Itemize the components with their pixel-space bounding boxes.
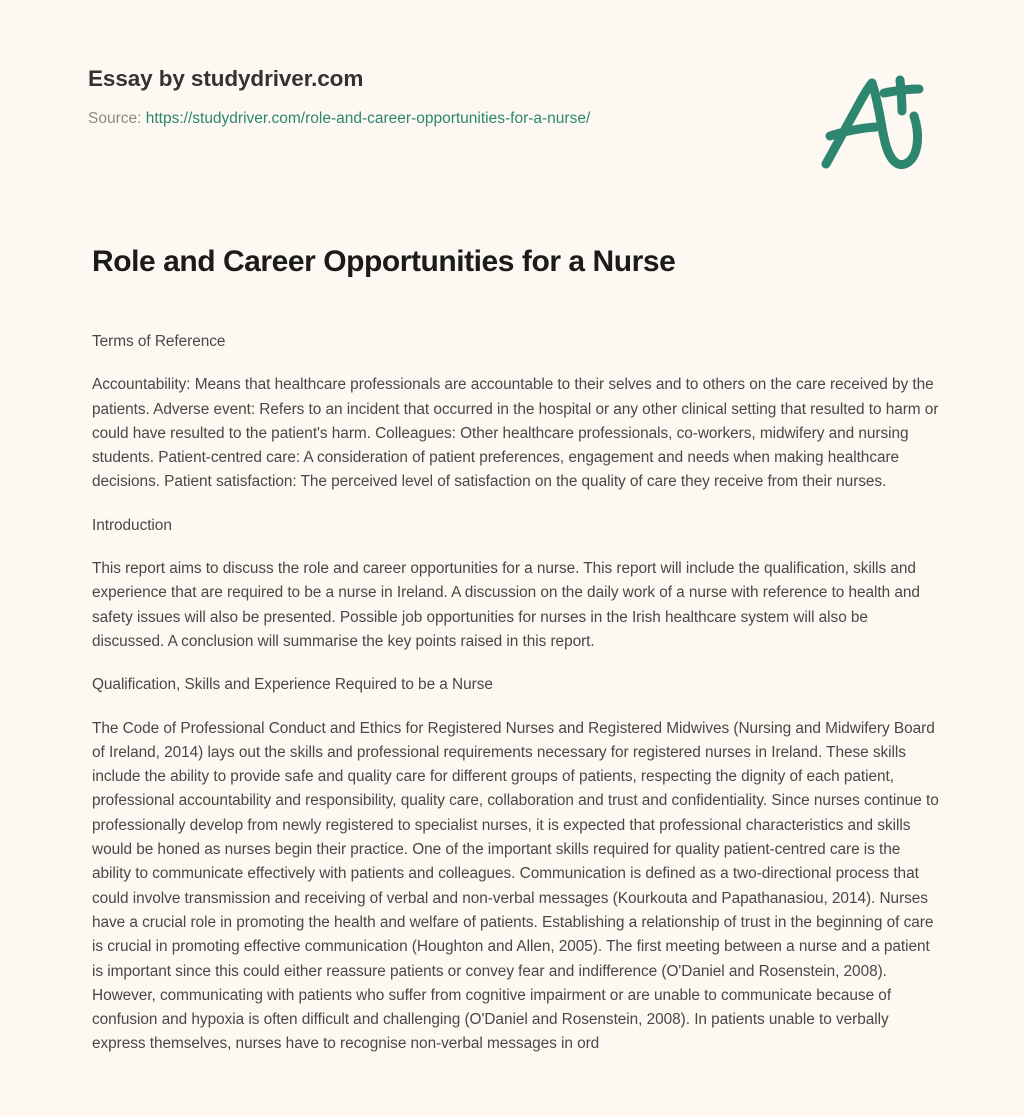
brand-title: Essay by studydriver.com (88, 66, 364, 91)
source-line (88, 108, 788, 130)
brand-block (88, 64, 788, 130)
section-heading: Qualification, Skills and Experience Required to be a Nurse (92, 676, 493, 694)
body-paragraph: This report aims to discuss the role and career opportunities for a nurse. This report will include the qualification, skills and experience that are required to be a nurse in Ireland. A discussion on the daily work of a nurse with reference to health and safety issues will also be presented. Possible job opportunities for nurses in the Irish healthcare system will also be discussed. A conclusion will summarise the key points raised in this report. (92, 560, 920, 650)
article (92, 243, 942, 1057)
studydriver-logo[interactable] (812, 58, 937, 178)
source-url-link[interactable]: https://studydriver.com/role-and-career-opportunities-for-a-nurse/ (145, 110, 591, 127)
body-paragraph: Accountability: Means that healthcare professionals are accountable to their selves and to others on the care received by the patients. Adverse event: Refers to an incident that occurred in the hospital or any other clinical setting that resulted to harm or could have resulted to the patient's harm. Colleagues: Other healthcare professionals, co-workers, midwifery and nursing students. Patient-centred care: A consideration of patient preferences, engagement and needs when making healthcare decisions. Patient satisfaction: The perceived level of satisfaction on the quality of care they receive from their nurses. (92, 376, 939, 491)
section-heading: Terms of Reference (92, 333, 226, 350)
article-body (92, 330, 942, 1057)
body-paragraph: The Code of Professional Conduct and Ethics for Registered Nurses and Registered Midwives (Nursing and Midwifery Board of Ireland, 2014) lays out the skills and professional requirements necessary for registered nurses in Ireland. These skills include the ability to provide safe and quality care for different groups of patients, respecting the dignity of each patient, professional accountability and responsibility, quality care, collaboration and trust and confidentiality. Since nurses continue to professionally develop from newly registered to specialist nurses, it is expected that professional characteristics and skills would be honed as nurses begin their practice. One of the important skills required for quality patient-centred care is the ability to communicate effectively with patients and colleagues. Communication is defined as a two-directional process that could involve transmission and receiving of verbal and non-verbal messages (Kourkouta and Papathanasiou, 2014). Nurses have a crucial role in promoting the health and welfare of patients. Establishing a relationship of trust in the beginning of care is crucial in promoting effective communication (Houghton and Allen, 2005). The first meeting between a nurse and a patient is important since this could either reassure patients or convey fear and indifference (O'Daniel and Rosenstein, 2008). However, communicating with patients who suffer from cognitive impairment or are unable to communicate because of confusion and hypoxia is often difficult and challenging (O'Daniel and Rosenstein, 2008). In patients unable to verbally express themselves, nurses have to recognise non-verbal messages in ord (92, 719, 939, 1053)
section-heading: Introduction (92, 516, 172, 534)
page-title: Role and Career Opportunities for a Nurse (92, 245, 676, 278)
a-plus-logo-icon (812, 58, 937, 178)
page-header (0, 0, 1024, 200)
source-label: Source: (88, 110, 142, 127)
